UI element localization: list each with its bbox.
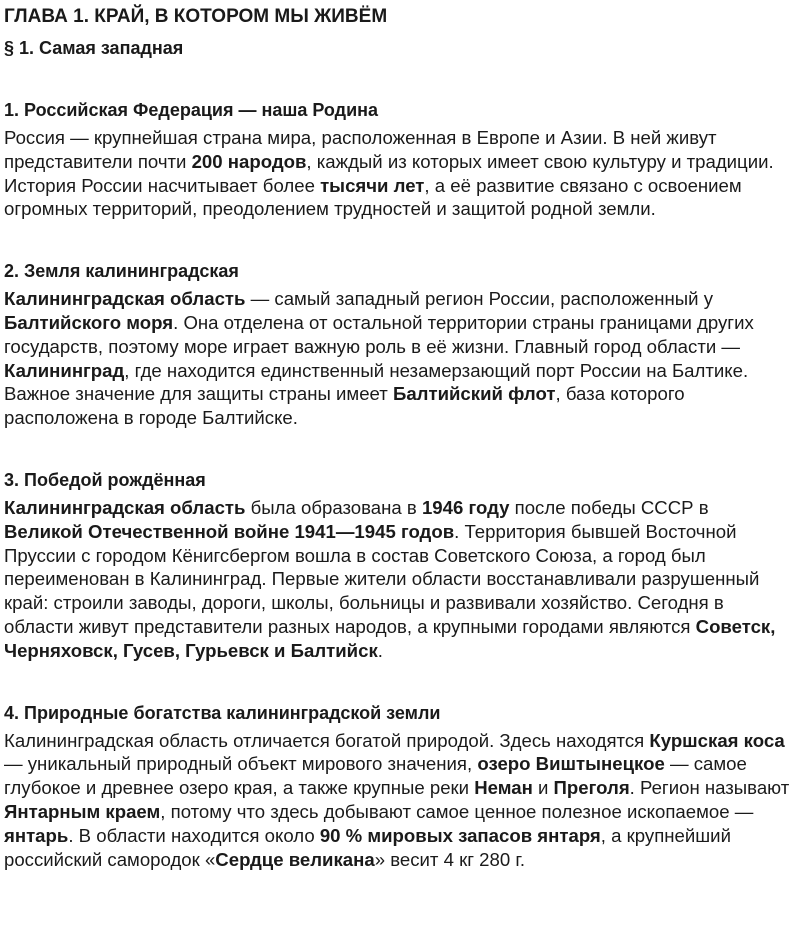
bold-term: Великой Отечественной войне 1941—1945 годов <box>4 520 455 542</box>
section-heading: 2. Земля калининградская <box>4 261 239 282</box>
text-run: . Она отделена от остальной территории страны границами других государств, поэтому море играет важную роль в её жизни. Главный город области — <box>4 311 754 357</box>
bold-term: Преголя <box>553 777 630 799</box>
text-run: — самое глубокое и древнее озеро края, а также крупные реки <box>4 753 747 799</box>
text-run: Калининградская область отличается богатой природой. Здесь находятся <box>4 729 650 751</box>
bold-term: тысячи лет <box>320 174 425 196</box>
paragraph-title: § 1. Самая западная <box>4 38 184 58</box>
section-heading: 3. Победой рождённая <box>4 469 206 490</box>
bold-term: Балтийский флот <box>392 383 556 405</box>
section-3 <box>4 468 792 663</box>
section-heading: 1. Российская Федерация — наша Родина <box>4 100 379 120</box>
text-run: , каждый из которых имеет свою культуру и традиции. История России насчитывает более <box>4 150 774 196</box>
bold-term: Неман <box>474 777 533 799</box>
section-4 <box>4 701 792 872</box>
bold-term: янтарь <box>4 824 69 846</box>
bold-term: Балтийского моря <box>4 311 174 333</box>
text-run: , а её развитие связано с освоением огромных территорий, преодолением трудностей и защитой родной земли. <box>4 174 742 220</box>
bold-term: Сердце великана <box>215 848 375 870</box>
bold-term: Советск, Черняховск, Гусев, Гурьевск и Балтийск <box>4 615 776 661</box>
bold-term: 200 народов <box>191 150 307 172</box>
text-run: Россия — крупнейшая страна мира, расположенная в Европе и Азии. В ней живут представители почти <box>4 127 717 172</box>
text-run: была образована в <box>245 496 422 518</box>
text-run: — самый западный регион России, расположенный у <box>245 288 713 310</box>
section-text <box>4 729 792 872</box>
bold-term: Калининград <box>4 359 125 381</box>
bold-term: Куршская коса <box>649 729 785 751</box>
text-run: и <box>532 777 554 799</box>
bold-term: 90 % мировых запасов янтаря <box>319 824 601 846</box>
text-run: после победы СССР в <box>509 496 709 518</box>
text-run: , база которого расположена в городе Балтийске. <box>4 383 685 429</box>
section-text <box>4 287 792 430</box>
bold-term: 1946 году <box>421 496 510 518</box>
text-run: . В области находится около <box>68 824 320 846</box>
bold-term: Калининградская область <box>4 496 246 518</box>
text-run: — уникальный природный объект мирового значения, <box>4 753 478 775</box>
bold-term: Янтарным краем <box>4 800 161 822</box>
text-run: , а крупнейший российский самородок « <box>4 824 731 870</box>
section-2 <box>4 259 792 430</box>
text-run: , потому что здесь добывают самое ценное полезное ископаемое — <box>160 800 754 822</box>
text-run: , где находится единственный незамерзающий порт России на Балтике. Важное значение для защиты страны имеет <box>4 359 749 405</box>
text-run: » весит 4 кг 280 г. <box>374 848 526 870</box>
chapter-title: ГЛАВА 1. КРАЙ, В КОТОРОМ МЫ ЖИВЁМ <box>4 6 388 27</box>
bold-term: озеро Виштынецкое <box>477 753 665 775</box>
text-run: . Регион называют <box>629 777 790 799</box>
bold-term: Калининградская область <box>4 288 246 310</box>
section-1 <box>4 98 792 221</box>
text-run: . Территория бывшей Восточной Пруссии с городом Кёнигсбергом вошла в состав Советского Союза, а город был переименован в Калининград. Первые жители области восстанавливали разрушенный край: строили заводы, дороги, школы, больницы и развивали хозяйство. Сегодня в области живут представители разных народов, а крупными городами являются <box>4 520 760 637</box>
section-heading: 4. Природные богатства калининградской земли <box>4 702 441 723</box>
section-text <box>4 126 792 221</box>
section-text <box>4 496 792 663</box>
text-run: . <box>377 639 383 661</box>
